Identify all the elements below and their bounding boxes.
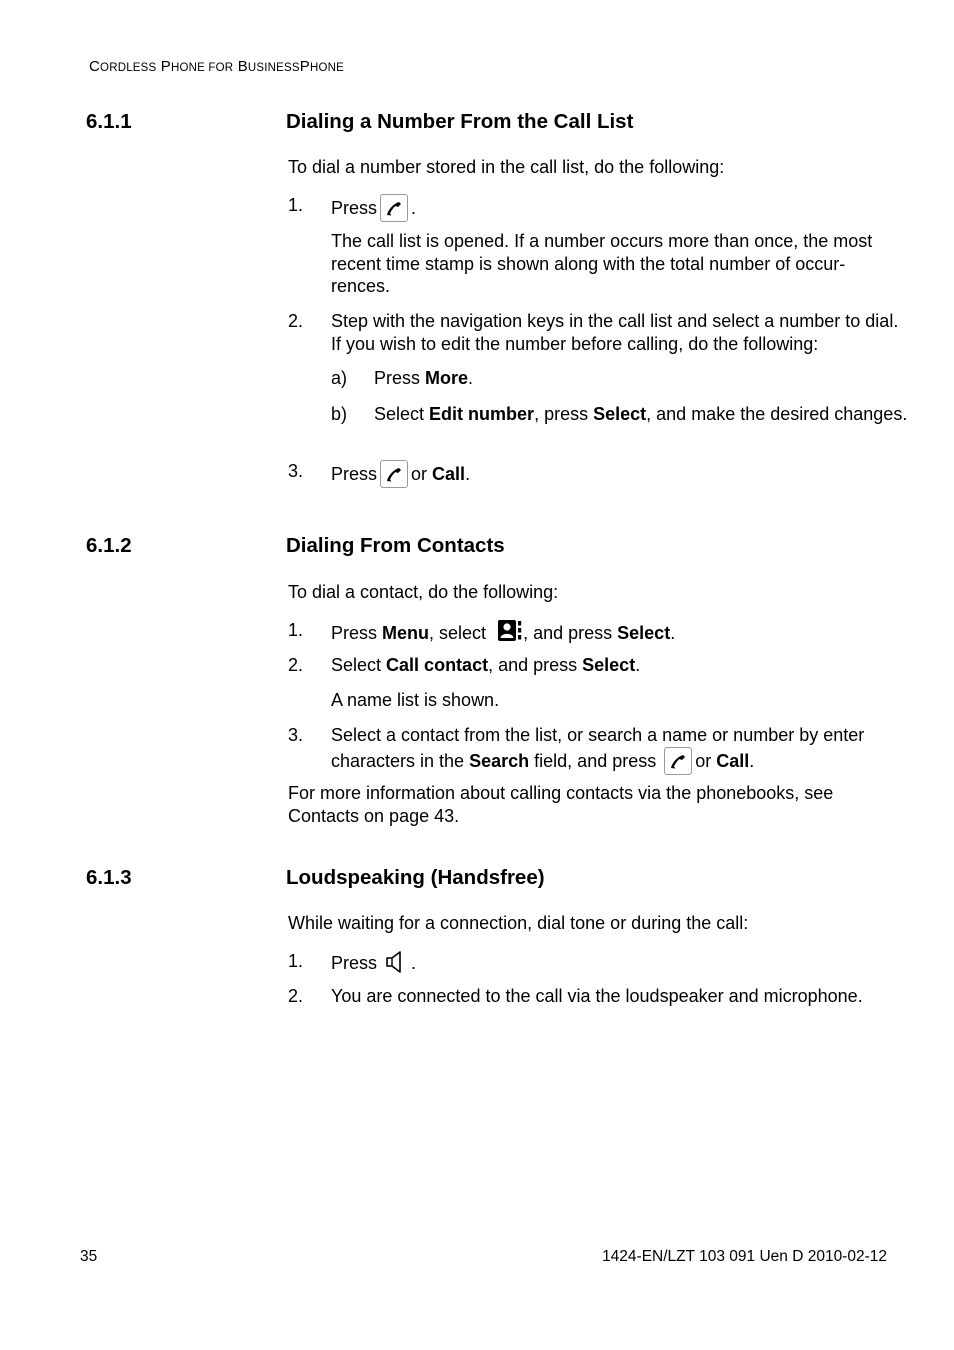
step-text: Press: [331, 953, 378, 973]
step-2: [288, 310, 908, 356]
step-text: Select: [331, 655, 382, 675]
header-word: USINESS: [247, 62, 300, 74]
section-title: Dialing a Number From the Call List: [286, 110, 634, 133]
phone-handset-icon: [664, 747, 692, 775]
document-id: 1424-EN/LZT 103 091 Uen D 2010-02-12: [602, 1248, 887, 1265]
header-letter: P: [299, 58, 311, 75]
section-title: Loudspeaking (Handsfree): [286, 866, 545, 889]
punctuation: .: [749, 750, 755, 771]
step-2: [288, 654, 908, 678]
intro-paragraph: To dial a number stored in the call list, do the following:: [288, 157, 725, 177]
phone-handset-icon: [380, 194, 408, 222]
step-1-note: The call list is opened. If a number occurs more than once, the most recent time stamp is shown along with the total number of occur-rences.: [331, 231, 873, 296]
step-number: 2.: [288, 655, 304, 675]
ui-term: Search: [469, 750, 530, 771]
step-2-note: A name list is shown.: [331, 690, 500, 710]
ui-term: Select: [617, 623, 671, 643]
section-number: 6.1.3: [86, 866, 132, 889]
contacts-icon: [497, 619, 523, 649]
section-number: 6.1.1: [86, 110, 132, 133]
punctuation: .: [670, 623, 676, 643]
ui-term: Menu: [382, 623, 430, 643]
phone-handset-icon: [380, 460, 408, 488]
step-text: field, and press: [534, 750, 657, 771]
ui-term: Select: [582, 655, 636, 675]
header-word: HONE FOR: [171, 62, 234, 74]
substep-text: Select: [374, 404, 425, 424]
header-word: HONE: [310, 62, 345, 74]
ui-term: Select: [593, 404, 647, 424]
step-text: Press: [331, 464, 378, 484]
step-text: , and press: [488, 655, 578, 675]
substep-text: , press: [534, 404, 589, 424]
page-number: 35: [80, 1248, 98, 1265]
punctuation: .: [411, 953, 417, 973]
step-number: 2.: [288, 986, 304, 1006]
step-number: 2.: [288, 311, 304, 331]
punctuation: .: [465, 464, 471, 484]
step-text: Step with the navigation keys in the call list and select a number to dial. If you wish to edit the number before calling, do the following:: [331, 311, 899, 354]
header-letter: C: [89, 58, 101, 75]
header-letter: B: [237, 58, 248, 75]
step-text: Select a contact from the list, or search a name or number by enter characters in the: [331, 725, 865, 771]
section-title: Dialing From Contacts: [286, 534, 505, 557]
substep-letter: b): [331, 404, 348, 424]
step-text: or: [411, 464, 428, 484]
step-number: 1.: [288, 951, 304, 971]
step-text: Press: [331, 198, 378, 218]
step-3: [288, 460, 908, 488]
step-3: [288, 724, 908, 776]
step-number: 3.: [288, 725, 304, 745]
cross-reference-paragraph: For more information about calling contacts via the phonebooks, see Contacts on page 43.: [288, 783, 834, 826]
step-text: or: [695, 750, 712, 771]
header-letter: P: [160, 58, 172, 75]
step-number: 1.: [288, 195, 304, 215]
intro-paragraph: To dial a contact, do the following:: [288, 582, 559, 602]
step-1: [288, 619, 908, 645]
substep-text: Press: [374, 368, 421, 388]
step-2: [288, 985, 908, 1009]
step-1: [288, 194, 908, 222]
substep-letter: a): [331, 368, 348, 388]
step-number: 3.: [288, 461, 304, 481]
step-text: Press: [331, 623, 378, 643]
step-text: , select: [429, 623, 487, 643]
section-number: 6.1.2: [86, 534, 132, 557]
ui-term: Edit number: [429, 404, 535, 424]
intro-paragraph: While waiting for a connection, dial tone or during the call:: [288, 913, 749, 933]
running-header: [89, 58, 344, 75]
punctuation: .: [411, 198, 417, 218]
punctuation: .: [635, 655, 641, 675]
ui-term: Call contact: [386, 655, 489, 675]
punctuation: .: [468, 368, 474, 388]
step-number: 1.: [288, 620, 304, 640]
ui-term: Call: [432, 464, 466, 484]
ui-term: More: [425, 368, 469, 388]
substep-a: [331, 367, 911, 391]
step-text: You are connected to the call via the loudspeaker and microphone.: [331, 986, 863, 1006]
ui-term: Call: [716, 750, 750, 771]
substep-text: , and make the desired changes.: [646, 404, 908, 424]
header-word: ORDLESS: [100, 62, 157, 74]
step-text: , and press: [523, 623, 613, 643]
step-1: [288, 950, 908, 976]
loudspeaker-icon: [385, 950, 405, 980]
substep-b: [331, 403, 911, 449]
